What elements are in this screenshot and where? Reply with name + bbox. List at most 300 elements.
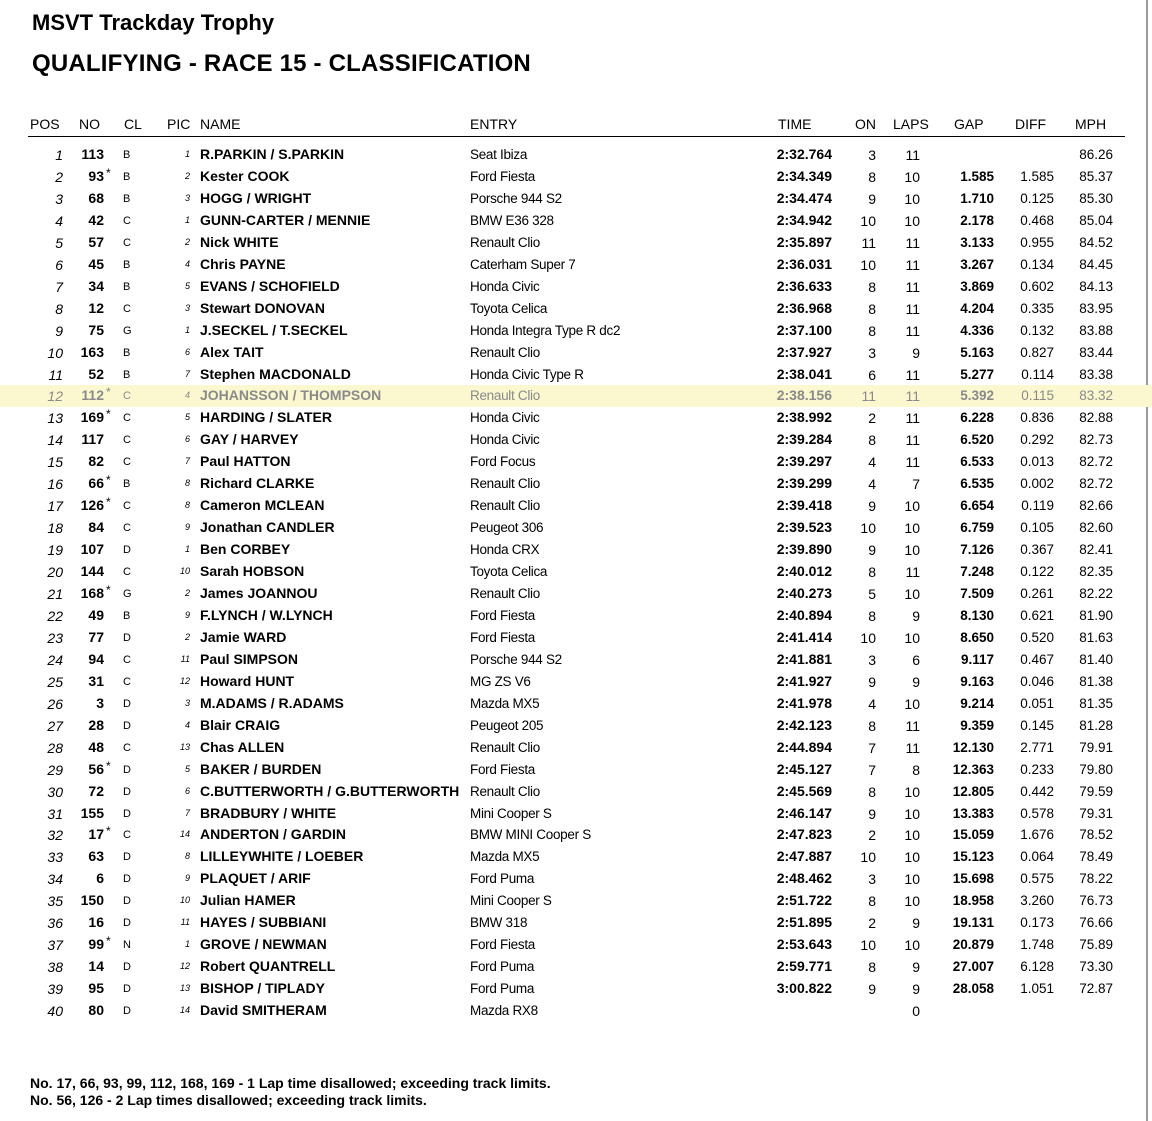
cell-pos: 26 bbox=[47, 695, 63, 712]
cell-name: Paul SIMPSON bbox=[200, 650, 299, 667]
cell-on: 9 bbox=[868, 673, 876, 690]
cell-mph: 81.40 bbox=[1079, 651, 1113, 667]
cell-pos: 24 bbox=[47, 651, 63, 668]
cell-pic: 10 bbox=[179, 566, 190, 577]
cell-no: 93 bbox=[88, 167, 104, 184]
cell-gap: 9.214 bbox=[960, 695, 994, 711]
cell-diff: 0.122 bbox=[1020, 564, 1054, 580]
cell-name: GUNN-CARTER / MENNIE bbox=[200, 211, 371, 228]
cell-name: JOHANSSON / THOMPSON bbox=[200, 387, 382, 404]
cell-class: C bbox=[123, 412, 131, 425]
cell-no: 57 bbox=[88, 233, 104, 250]
cell-laps: 9 bbox=[912, 673, 920, 690]
cell-pos: 29 bbox=[47, 761, 63, 778]
cell-pos: 7 bbox=[55, 278, 63, 295]
cell-entry: Ford Fiesta bbox=[470, 937, 535, 953]
cell-entry: Renault Clio bbox=[470, 388, 540, 404]
cell-laps: 11 bbox=[905, 147, 920, 163]
cell-pic: 6 bbox=[184, 346, 190, 357]
cell-on: 4 bbox=[868, 476, 876, 493]
cell-pos: 28 bbox=[47, 739, 63, 756]
cell-gap: 19.131 bbox=[952, 915, 994, 931]
cell-no: 150 bbox=[80, 892, 104, 909]
cell-pic: 13 bbox=[179, 741, 190, 752]
cell-diff: 0.575 bbox=[1020, 871, 1054, 887]
cell-time: 2:40.012 bbox=[776, 563, 832, 580]
cell-name: R.PARKIN / S.PARKIN bbox=[200, 146, 345, 162]
cell-name: Nick WHITE bbox=[200, 233, 279, 250]
cell-pic: 3 bbox=[184, 697, 190, 708]
cell-time: 2:59.771 bbox=[776, 958, 832, 975]
cell-on: 11 bbox=[861, 388, 876, 405]
cell-laps: 10 bbox=[904, 805, 920, 822]
cell-pos: 21 bbox=[47, 586, 63, 602]
cell-gap: 8.130 bbox=[960, 607, 994, 623]
cell-laps: 10 bbox=[904, 498, 920, 515]
header-gap: GAP bbox=[954, 116, 984, 132]
cell-diff: 0.955 bbox=[1020, 234, 1054, 250]
cell-diff: 0.125 bbox=[1020, 190, 1054, 206]
cell-pic: 5 bbox=[184, 412, 190, 423]
cell-diff: 0.292 bbox=[1020, 432, 1054, 448]
cell-no: 45 bbox=[88, 255, 104, 272]
cell-mph: 82.73 bbox=[1079, 432, 1113, 448]
cell-star: * bbox=[106, 934, 111, 949]
cell-laps: 9 bbox=[912, 915, 920, 932]
cell-pic: 12 bbox=[179, 961, 190, 972]
cell-pic: 7 bbox=[184, 807, 190, 818]
cell-pic: 1 bbox=[184, 149, 190, 159]
table-row bbox=[0, 364, 1152, 386]
cell-mph: 78.52 bbox=[1079, 827, 1113, 843]
cell-laps: 11 bbox=[905, 454, 920, 471]
table-row bbox=[0, 649, 1152, 671]
cell-no: 169 bbox=[80, 409, 104, 426]
cell-mph: 85.30 bbox=[1079, 190, 1113, 206]
cell-pos: 3 bbox=[55, 190, 63, 207]
cell-time: 2:38.156 bbox=[776, 387, 832, 404]
cell-pic: 4 bbox=[184, 390, 190, 401]
cell-entry: MG ZS V6 bbox=[470, 673, 531, 689]
cell-no: 112 bbox=[81, 387, 104, 404]
cell-pos: 27 bbox=[47, 717, 63, 734]
cell-time: 2:41.978 bbox=[776, 694, 832, 711]
cell-diff: 1.051 bbox=[1020, 981, 1054, 997]
cell-gap: 15.698 bbox=[952, 871, 994, 887]
cell-name: Stewart DONOVAN bbox=[200, 299, 325, 316]
cell-diff: 0.002 bbox=[1020, 476, 1054, 492]
cell-diff: 0.145 bbox=[1020, 717, 1054, 733]
document-title: MSVT Trackday Trophy bbox=[32, 10, 275, 35]
cell-laps: 11 bbox=[905, 388, 920, 405]
table-row bbox=[0, 890, 1152, 912]
cell-entry: Mazda RX8 bbox=[470, 1003, 538, 1019]
cell-laps: 11 bbox=[905, 256, 920, 273]
cell-laps: 10 bbox=[904, 212, 920, 229]
cell-pos: 38 bbox=[47, 959, 63, 976]
table-row bbox=[0, 188, 1152, 210]
cell-on: 9 bbox=[868, 805, 876, 822]
header-diff: DIFF bbox=[1015, 116, 1047, 132]
cell-pic: 1 bbox=[184, 939, 190, 950]
cell-name: BRADBURY / WHITE bbox=[200, 804, 337, 821]
cell-no: 31 bbox=[88, 672, 104, 689]
cell-no: 113 bbox=[81, 146, 104, 162]
cell-diff: 0.520 bbox=[1020, 629, 1054, 645]
table-row bbox=[0, 627, 1152, 649]
cell-pic: 9 bbox=[184, 873, 190, 884]
footnotes bbox=[30, 1075, 551, 1109]
cell-no: 82 bbox=[88, 453, 104, 470]
cell-gap: 18.958 bbox=[952, 893, 994, 909]
cell-mph: 85.37 bbox=[1079, 168, 1113, 184]
cell-class: D bbox=[123, 873, 131, 886]
table-row bbox=[0, 803, 1152, 825]
cell-name: Jonathan CANDLER bbox=[200, 519, 335, 536]
cell-pos: 2 bbox=[55, 168, 63, 185]
cell-diff: 0.105 bbox=[1020, 520, 1054, 536]
cell-diff: 0.233 bbox=[1020, 761, 1054, 777]
cell-class: D bbox=[123, 961, 131, 974]
table-row bbox=[0, 298, 1152, 320]
cell-diff: 0.621 bbox=[1020, 607, 1054, 623]
cell-entry: Renault Clio bbox=[470, 586, 540, 601]
cell-on: 10 bbox=[860, 937, 876, 954]
cell-pos: 12 bbox=[47, 388, 63, 405]
cell-gap: 20.879 bbox=[952, 937, 994, 953]
cell-mph: 73.30 bbox=[1079, 959, 1113, 975]
cell-on: 7 bbox=[868, 739, 876, 756]
cell-class: D bbox=[123, 697, 131, 710]
cell-no: 72 bbox=[88, 782, 104, 799]
cell-pic: 7 bbox=[184, 368, 190, 379]
cell-mph: 81.63 bbox=[1079, 629, 1113, 645]
cell-name: HARDING / SLATER bbox=[200, 409, 332, 426]
cell-pos: 19 bbox=[47, 542, 63, 559]
cell-laps: 10 bbox=[904, 893, 920, 910]
cell-time: 2:32.764 bbox=[776, 146, 832, 162]
cell-pos: 39 bbox=[47, 981, 63, 998]
cell-name: Kester COOK bbox=[200, 167, 290, 184]
cell-gap: 28.058 bbox=[952, 981, 994, 997]
cell-entry: Renault Clio bbox=[470, 739, 540, 755]
cell-mph: 81.28 bbox=[1079, 717, 1113, 733]
cell-entry: Renault Clio bbox=[470, 783, 540, 799]
cell-time: 2:42.123 bbox=[776, 716, 832, 733]
cell-name: Robert QUANTRELL bbox=[200, 958, 336, 975]
cell-on: 8 bbox=[868, 300, 876, 317]
cell-time: 2:39.284 bbox=[776, 431, 832, 448]
table-row bbox=[0, 868, 1152, 890]
cell-no: 155 bbox=[80, 804, 104, 821]
table-row bbox=[0, 342, 1152, 364]
cell-entry: Honda Integra Type R dc2 bbox=[470, 322, 621, 338]
cell-on: 2 bbox=[868, 827, 876, 844]
cell-gap: 9.163 bbox=[960, 673, 994, 689]
cell-mph: 83.95 bbox=[1079, 300, 1113, 316]
cell-diff: 0.013 bbox=[1020, 454, 1054, 470]
cell-entry: Peugeot 205 bbox=[470, 717, 544, 733]
cell-name: GAY / HARVEY bbox=[200, 431, 299, 448]
cell-name: J.SECKEL / T.SECKEL bbox=[200, 321, 348, 338]
cell-gap: 15.123 bbox=[952, 849, 994, 865]
cell-diff: 0.051 bbox=[1020, 695, 1054, 711]
cell-star: * bbox=[106, 165, 111, 180]
cell-gap: 7.509 bbox=[960, 586, 994, 601]
cell-class: D bbox=[123, 785, 131, 798]
cell-class: C bbox=[123, 675, 131, 688]
cell-class: G bbox=[123, 324, 132, 337]
cell-no: 75 bbox=[88, 321, 104, 338]
cell-name: Stephen MACDONALD bbox=[200, 365, 351, 382]
cell-laps: 6 bbox=[912, 651, 920, 668]
cell-pos: 5 bbox=[55, 234, 63, 251]
table-row bbox=[0, 1000, 1152, 1022]
cell-pic: 11 bbox=[180, 917, 190, 928]
cell-name: Jamie WARD bbox=[200, 628, 287, 645]
cell-time: 2:35.897 bbox=[776, 233, 832, 250]
table-row bbox=[0, 737, 1152, 759]
cell-on: 2 bbox=[868, 410, 876, 427]
cell-time: 2:41.927 bbox=[776, 672, 832, 689]
cell-gap: 6.759 bbox=[960, 520, 994, 536]
header-entry: ENTRY bbox=[470, 116, 518, 132]
table-row bbox=[0, 978, 1152, 1000]
cell-pic: 2 bbox=[184, 631, 190, 642]
cell-no: 52 bbox=[88, 365, 104, 382]
cell-time: 2:40.894 bbox=[776, 606, 832, 623]
cell-gap: 27.007 bbox=[952, 959, 994, 975]
cell-on: 6 bbox=[868, 366, 876, 383]
cell-time: 2:36.633 bbox=[776, 277, 832, 294]
cell-class: C bbox=[123, 522, 131, 535]
cell-time: 2:39.299 bbox=[776, 475, 832, 492]
cell-pic: 9 bbox=[184, 609, 190, 620]
cell-on: 8 bbox=[868, 717, 876, 734]
cell-mph: 79.59 bbox=[1079, 783, 1113, 799]
cell-star: * bbox=[106, 495, 111, 510]
cell-name: Alex TAIT bbox=[200, 343, 264, 360]
cell-name: C.BUTTERWORTH / G.BUTTERWORTH bbox=[200, 782, 460, 799]
cell-on: 7 bbox=[868, 761, 876, 778]
cell-gap: 9.117 bbox=[960, 651, 994, 667]
cell-on: 9 bbox=[868, 981, 876, 998]
cell-pos: 15 bbox=[47, 454, 63, 471]
table-row bbox=[0, 715, 1152, 737]
cell-mph: 78.22 bbox=[1079, 871, 1113, 887]
cell-on: 11 bbox=[861, 234, 876, 251]
cell-pos: 8 bbox=[55, 300, 63, 317]
cell-class: D bbox=[123, 631, 131, 644]
cell-class: C bbox=[123, 302, 131, 315]
cell-gap: 3.133 bbox=[960, 234, 994, 250]
cell-diff: 0.367 bbox=[1020, 542, 1054, 558]
cell-no: 168 bbox=[80, 585, 104, 601]
cell-pic: 4 bbox=[184, 258, 190, 269]
cell-time: 2:37.927 bbox=[776, 343, 832, 360]
cell-laps: 11 bbox=[905, 432, 920, 449]
header-divider bbox=[28, 136, 1125, 137]
cell-time: 2:47.823 bbox=[776, 826, 832, 843]
cell-pos: 10 bbox=[47, 344, 63, 361]
cell-name: Cameron MCLEAN bbox=[200, 497, 325, 514]
cell-pic: 13 bbox=[179, 983, 190, 994]
cell-pic: 12 bbox=[179, 675, 190, 686]
cell-no: 14 bbox=[88, 958, 104, 975]
cell-no: 126 bbox=[80, 497, 104, 514]
table-row bbox=[0, 473, 1152, 495]
table-row bbox=[0, 759, 1152, 781]
cell-gap: 12.363 bbox=[952, 761, 994, 777]
cell-pic: 1 bbox=[184, 324, 190, 335]
cell-mph: 86.26 bbox=[1079, 147, 1113, 162]
cell-star: * bbox=[106, 407, 111, 422]
cell-time: 2:40.273 bbox=[776, 585, 832, 601]
cell-mph: 83.32 bbox=[1079, 388, 1113, 404]
cell-entry: Ford Puma bbox=[470, 959, 535, 975]
cell-mph: 83.38 bbox=[1079, 366, 1113, 382]
cell-diff: 1.585 bbox=[1020, 168, 1054, 184]
cell-laps: 11 bbox=[905, 564, 920, 581]
cell-class: D bbox=[123, 1005, 131, 1018]
cell-gap: 7.248 bbox=[960, 564, 994, 580]
cell-entry: Ford Fiesta bbox=[470, 761, 535, 777]
cell-pic: 11 bbox=[180, 653, 190, 664]
cell-diff: 0.173 bbox=[1020, 915, 1054, 931]
cell-gap: 3.267 bbox=[960, 256, 994, 272]
cell-name: David SMITHERAM bbox=[200, 1002, 327, 1019]
cell-pic: 1 bbox=[184, 214, 190, 225]
cell-laps: 9 bbox=[912, 959, 920, 976]
cell-name: EVANS / SCHOFIELD bbox=[200, 277, 340, 294]
table-row bbox=[0, 846, 1152, 868]
cell-time: 2:34.474 bbox=[776, 189, 832, 206]
cell-mph: 82.72 bbox=[1079, 476, 1113, 492]
cell-pos: 14 bbox=[47, 432, 63, 449]
cell-mph: 83.88 bbox=[1079, 322, 1113, 338]
cell-entry: Toyota Celica bbox=[470, 300, 548, 316]
cell-mph: 81.38 bbox=[1079, 673, 1113, 689]
cell-diff: 0.261 bbox=[1020, 586, 1054, 601]
cell-entry: Honda Civic Type R bbox=[470, 366, 584, 382]
cell-gap: 15.059 bbox=[952, 827, 994, 843]
table-row bbox=[0, 539, 1152, 561]
cell-pos: 4 bbox=[55, 212, 63, 229]
table-row bbox=[0, 276, 1152, 298]
cell-gap: 1.585 bbox=[960, 168, 994, 184]
cell-laps: 10 bbox=[904, 937, 920, 954]
cell-mph: 83.44 bbox=[1079, 344, 1113, 360]
cell-class: B bbox=[123, 280, 131, 293]
cell-no: 117 bbox=[81, 431, 104, 448]
cell-pos: 16 bbox=[47, 476, 63, 493]
cell-gap: 6.533 bbox=[960, 454, 994, 470]
cell-pos: 11 bbox=[48, 366, 63, 383]
cell-time: 2:37.100 bbox=[776, 321, 832, 338]
cell-on: 10 bbox=[860, 256, 876, 273]
cell-mph: 82.41 bbox=[1079, 542, 1113, 558]
cell-time: 2:51.722 bbox=[776, 892, 832, 909]
cell-mph: 76.73 bbox=[1079, 893, 1113, 909]
cell-pos: 36 bbox=[47, 915, 63, 932]
header-on: ON bbox=[855, 116, 876, 132]
table-row bbox=[0, 693, 1152, 715]
cell-class: C bbox=[123, 434, 131, 447]
cell-class: N bbox=[123, 939, 131, 952]
table-row bbox=[0, 495, 1152, 517]
cell-pos: 23 bbox=[47, 629, 63, 646]
cell-laps: 11 bbox=[905, 739, 920, 756]
cell-no: 42 bbox=[88, 211, 104, 228]
table-row bbox=[0, 583, 1152, 605]
table-row bbox=[0, 451, 1152, 473]
cell-laps: 11 bbox=[905, 300, 920, 317]
cell-class: B bbox=[123, 192, 131, 205]
table-row bbox=[0, 956, 1152, 978]
header-mph: MPH bbox=[1075, 116, 1107, 132]
cell-on: 3 bbox=[868, 871, 876, 888]
cell-diff: 2.771 bbox=[1020, 739, 1054, 755]
cell-class: C bbox=[123, 500, 131, 513]
cell-gap: 6.520 bbox=[960, 432, 994, 448]
cell-pic: 10 bbox=[179, 895, 190, 906]
cell-pic: 1 bbox=[184, 544, 190, 555]
cell-on: 8 bbox=[868, 322, 876, 339]
cell-class: D bbox=[123, 851, 131, 864]
cell-entry: Toyota Celica bbox=[470, 564, 548, 580]
cell-laps: 0 bbox=[912, 1003, 920, 1020]
cell-class: D bbox=[123, 895, 131, 908]
cell-class: B bbox=[123, 368, 131, 381]
cell-pos: 37 bbox=[47, 937, 63, 954]
table-row bbox=[0, 254, 1152, 276]
cell-no: 144 bbox=[80, 563, 104, 580]
cell-on: 9 bbox=[868, 190, 876, 207]
cell-class: D bbox=[123, 807, 131, 820]
cell-on: 8 bbox=[868, 432, 876, 449]
cell-mph: 82.22 bbox=[1079, 586, 1113, 601]
cell-pic: 4 bbox=[184, 719, 190, 730]
table-row bbox=[0, 144, 1152, 166]
cell-diff: 0.115 bbox=[1021, 388, 1054, 404]
cell-name: LILLEYWHITE / LOEBER bbox=[200, 848, 364, 865]
cell-no: 163 bbox=[80, 343, 104, 360]
cell-no: 94 bbox=[88, 650, 104, 667]
cell-pic: 14 bbox=[179, 829, 190, 840]
cell-gap: 6.228 bbox=[960, 410, 994, 426]
cell-diff: 1.748 bbox=[1020, 937, 1054, 953]
cell-on: 8 bbox=[868, 278, 876, 295]
cell-laps: 10 bbox=[904, 586, 920, 602]
cell-mph: 82.60 bbox=[1079, 520, 1113, 536]
cell-on: 10 bbox=[860, 520, 876, 537]
footnote-1: No. 17, 66, 93, 99, 112, 168, 169 - 1 Lap time disallowed; exceeding track limits. bbox=[30, 1075, 551, 1091]
cell-mph: 82.66 bbox=[1079, 498, 1113, 514]
cell-star: * bbox=[106, 385, 111, 400]
cell-name: M.ADAMS / R.ADAMS bbox=[200, 694, 344, 711]
cell-no: 77 bbox=[88, 628, 104, 645]
cell-pic: 2 bbox=[184, 588, 190, 598]
cell-class: D bbox=[123, 917, 131, 930]
cell-name: Chas ALLEN bbox=[200, 738, 285, 755]
cell-time: 2:41.881 bbox=[776, 650, 832, 667]
cell-time: 2:39.523 bbox=[776, 519, 832, 536]
cell-diff: 0.064 bbox=[1020, 849, 1054, 865]
cell-no: 48 bbox=[88, 738, 104, 755]
cell-mph: 85.04 bbox=[1079, 212, 1113, 228]
cell-time: 2:45.569 bbox=[776, 782, 832, 799]
cell-class: B bbox=[123, 346, 131, 359]
